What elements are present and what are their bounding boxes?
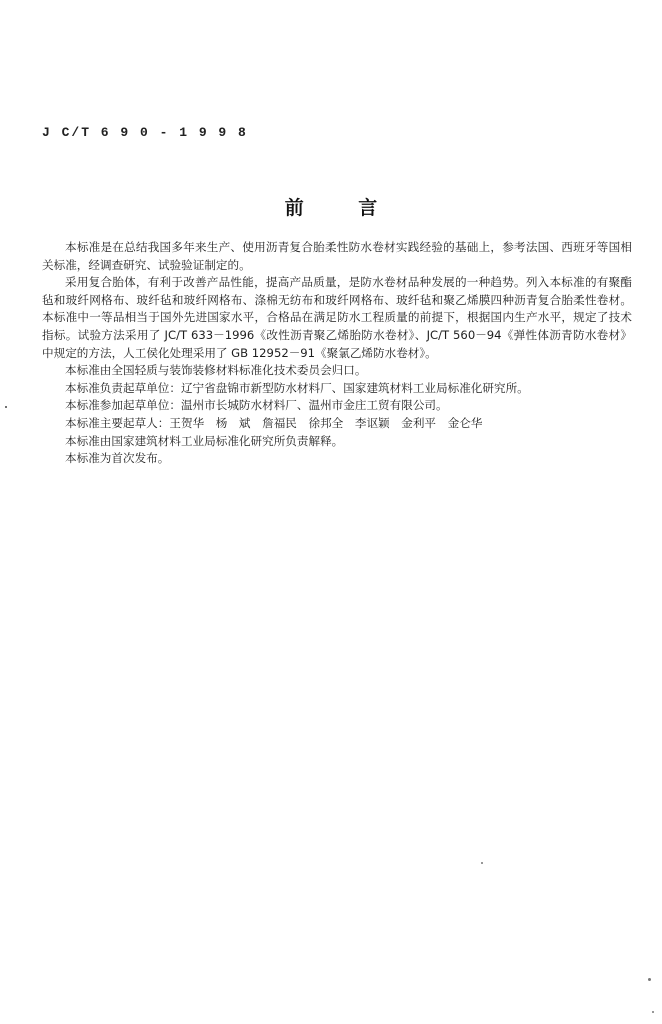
document-code: J C/T 6 9 0 - 1 9 9 8 xyxy=(42,125,248,140)
paragraph-background: 本标准是在总结我国多年来生产、使用沥青复合胎柔性防水卷材实践经验的基础上，参考法国、西班牙等国相关标准，经调查研究、试验验证制定的。 xyxy=(42,240,632,272)
paragraph-scope: 采用复合胎体，有利于改善产品性能，提高产品质量，是防水卷材品种发展的一种趋势。列入本标准的有聚酯毡和玻纤网格布、玻纤毡和玻纤网格布、涤棉无纺布和玻纤网格布、玻纤毡和聚乙烯膜四种沥青复合胎柔性卷材。本标准中一等品相当于国外先进国家水平，合格品在满足防水工程质量的前提下，根据国内生产水平，规定了技术指标。试验方法采用了 JC/T 633－1996《改性沥青聚乙烯胎防水卷材》、JC/T 560－94《弹性体沥青防水卷材》中规定的方法，人工侯化处理采用了 GB 12952－91《聚氯乙烯防水卷材》。 xyxy=(42,275,632,360)
paragraph-proposer: 本标准由全国轻质与装饰装修材料标准化技术委员会归口。 xyxy=(65,363,367,378)
scan-margin-mark xyxy=(5,406,7,408)
paragraph-drafters: 本标准主要起草人：王贺华 杨 斌 詹福民 徐邦全 李讴颖 金利平 金仑华 xyxy=(65,415,483,430)
paragraph-lead-drafter: 本标准负责起草单位：辽宁省盘锦市新型防水材料厂、国家建筑材料工业局标准化研究所。 xyxy=(65,380,529,395)
paragraph-interpretation: 本标准由国家建筑材料工业局标准化研究所负责解释。 xyxy=(65,433,344,448)
scan-speck xyxy=(652,1011,654,1013)
page-title: 前 言 xyxy=(284,197,378,219)
paragraph-first-release: 本标准为首次发布。 xyxy=(65,451,170,466)
scan-speck xyxy=(648,978,651,981)
paragraph-co-drafter: 本标准参加起草单位：温州市长城防水材料厂、温州市金庄工贸有限公司。 xyxy=(65,398,448,413)
foreword-body xyxy=(42,239,632,468)
scan-speck xyxy=(481,862,483,864)
